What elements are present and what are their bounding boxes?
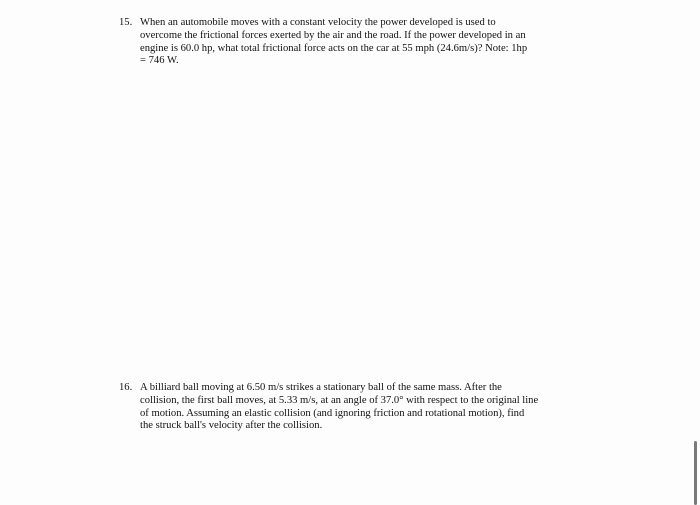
problem-text [140, 382, 609, 433]
problem-text [140, 17, 609, 68]
problem-line: collision, the first ball moves, at 5.33 m/s, at an angle of 37.0° with respect to the original line [140, 394, 539, 406]
problem-number: 15. [119, 17, 133, 28]
problem-line: of motion. Assuming an elastic collision (and ignoring friction and rotational motion), find [140, 407, 525, 419]
vertical-scrollbar[interactable] [694, 441, 697, 505]
problem-15 [119, 17, 609, 68]
problem-line: A billiard ball moving at 6.50 m/s strikes a stationary ball of the same mass. After the [140, 382, 502, 393]
problem-line: When an automobile moves with a constant velocity the power developed is used to [140, 17, 496, 28]
problem-number: 16. [119, 382, 133, 393]
problem-line: the struck ball's velocity after the collision. [140, 420, 323, 432]
problem-16 [119, 382, 609, 433]
problem-line: overcome the frictional forces exerted by the air and the road. If the power developed in an [140, 29, 526, 41]
problem-line: = 746 W. [140, 55, 179, 67]
problem-line: engine is 60.0 hp, what total frictional force acts on the car at 55 mph (24.6m/s)? Note: 1hp [140, 42, 528, 54]
